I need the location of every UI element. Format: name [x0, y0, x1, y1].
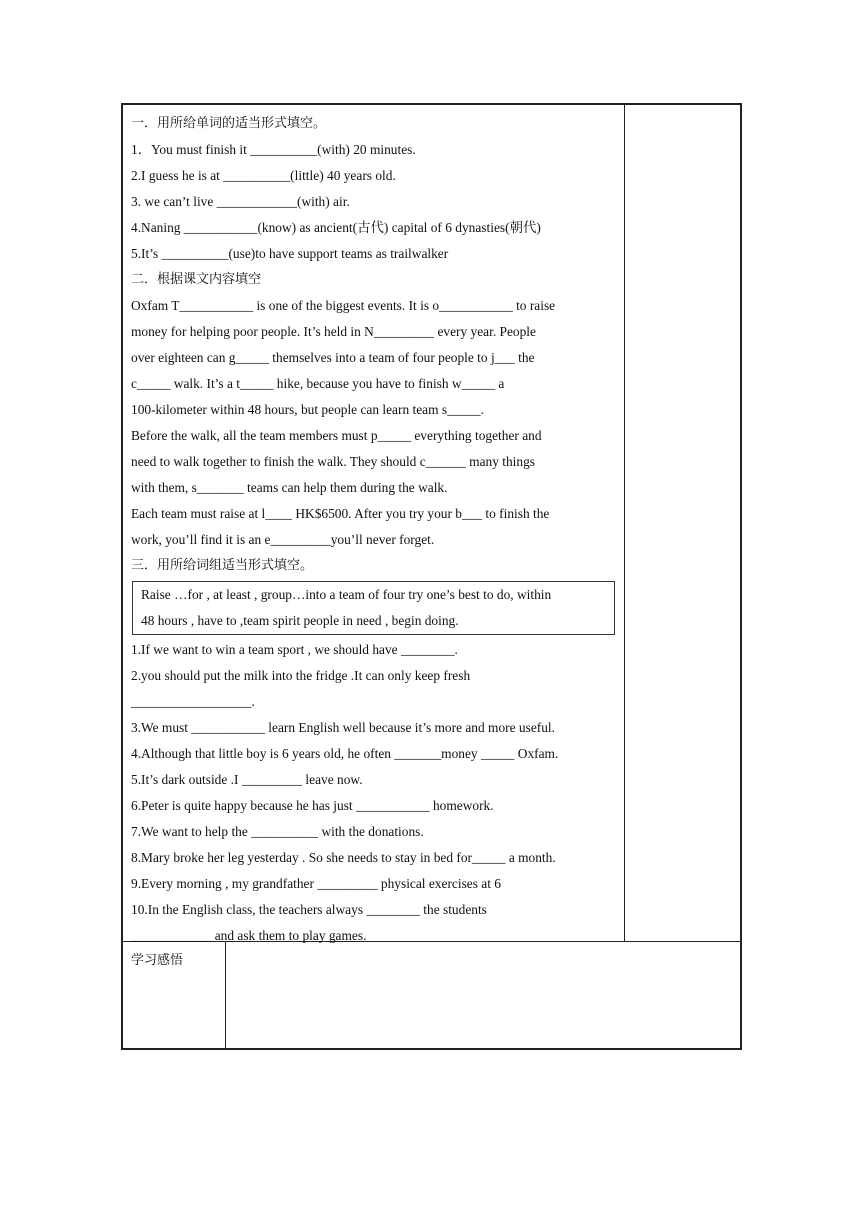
- exercise-line: 2.you should put the milk into the fridge .It can only keep fresh: [131, 668, 471, 683]
- exercise-line: 4.Naning ___________(know) as ancient(古代) capital of 6 dynasties(朝代): [131, 220, 541, 235]
- passage-line: Each team must raise at l____ HK$6500. After you try your b___ to finish the: [131, 506, 550, 521]
- exercise-line: 1.If we want to win a team sport , we should have ________.: [131, 642, 458, 657]
- exercise-line: 4.Although that little boy is 6 years old, he often _______money _____ Oxfam.: [131, 746, 559, 761]
- passage-line: need to walk together to finish the walk. They should c______ many things: [131, 454, 536, 469]
- column-divider: [624, 105, 625, 941]
- exercise-line: 8.Mary broke her leg yesterday . So she needs to stay in bed for_____ a month.: [131, 850, 556, 865]
- exercise-line: 3. we can’t live ____________(with) air.: [131, 194, 350, 209]
- passage-line: c_____ walk. It’s a t_____ hike, because you have to finish w_____ a: [131, 376, 505, 391]
- passage-line: with them, s_______ teams can help them during the walk.: [131, 480, 448, 495]
- passage-line: over eighteen can g_____ themselves into a team of four people to j___ the: [131, 350, 535, 365]
- passage-line: Oxfam T___________ is one of the biggest events. It is o___________ to raise: [131, 298, 556, 313]
- worksheet-table: [121, 103, 742, 1050]
- exercise-line: 6.Peter is quite happy because he has just ___________ homework.: [131, 798, 494, 813]
- footer-column-divider: [225, 941, 226, 1050]
- passage-line: money for helping poor people. It’s held in N_________ every year. People: [131, 324, 536, 339]
- exercise-content: [131, 111, 621, 949]
- exercise-line: 10.In the English class, the teachers always ________ the students: [131, 902, 487, 917]
- exercise-line: 5.It’s dark outside .I _________ leave now.: [131, 772, 363, 787]
- exercise-line: ____________ and ask them to play games.: [131, 928, 367, 943]
- passage-line: work, you’ll find it is an e_________you’ll never forget.: [131, 532, 435, 547]
- passage-line: 100-kilometer within 48 hours, but people can learn team s_____.: [131, 402, 484, 417]
- phrase-box-line: 48 hours , have to ,team spirit people in need , begin doing.: [141, 613, 459, 628]
- exercise-line: 9.Every morning , my grandfather _________ physical exercises at 6: [131, 876, 502, 891]
- reflection-label: 学习感悟: [131, 953, 184, 968]
- phrase-box: [132, 581, 615, 635]
- exercise-line: 2.I guess he is at __________(little) 40 years old.: [131, 168, 396, 183]
- exercise-line: __________________.: [131, 694, 255, 709]
- exercise-line: 7.We want to help the __________ with the donations.: [131, 824, 424, 839]
- passage-line: Before the walk, all the team members must p_____ everything together and: [131, 428, 542, 443]
- exercise-line: 3.We must ___________ learn English well because it’s more and more useful.: [131, 720, 555, 735]
- exercise-line: 1．You must finish it __________(with) 20 minutes.: [131, 142, 416, 157]
- phrase-box-line: Raise …for , at least , group…into a team of four try one’s best to do, within: [141, 587, 552, 602]
- section-2-title: 二．根据课文内容填空: [131, 272, 262, 287]
- exercise-line: 5.It’s __________(use)to have support teams as trailwalker: [131, 246, 449, 261]
- section-1-title: 一．用所给单词的适当形式填空。: [131, 116, 327, 131]
- section-3-title: 三．用所给词组适当形式填空。: [131, 558, 314, 573]
